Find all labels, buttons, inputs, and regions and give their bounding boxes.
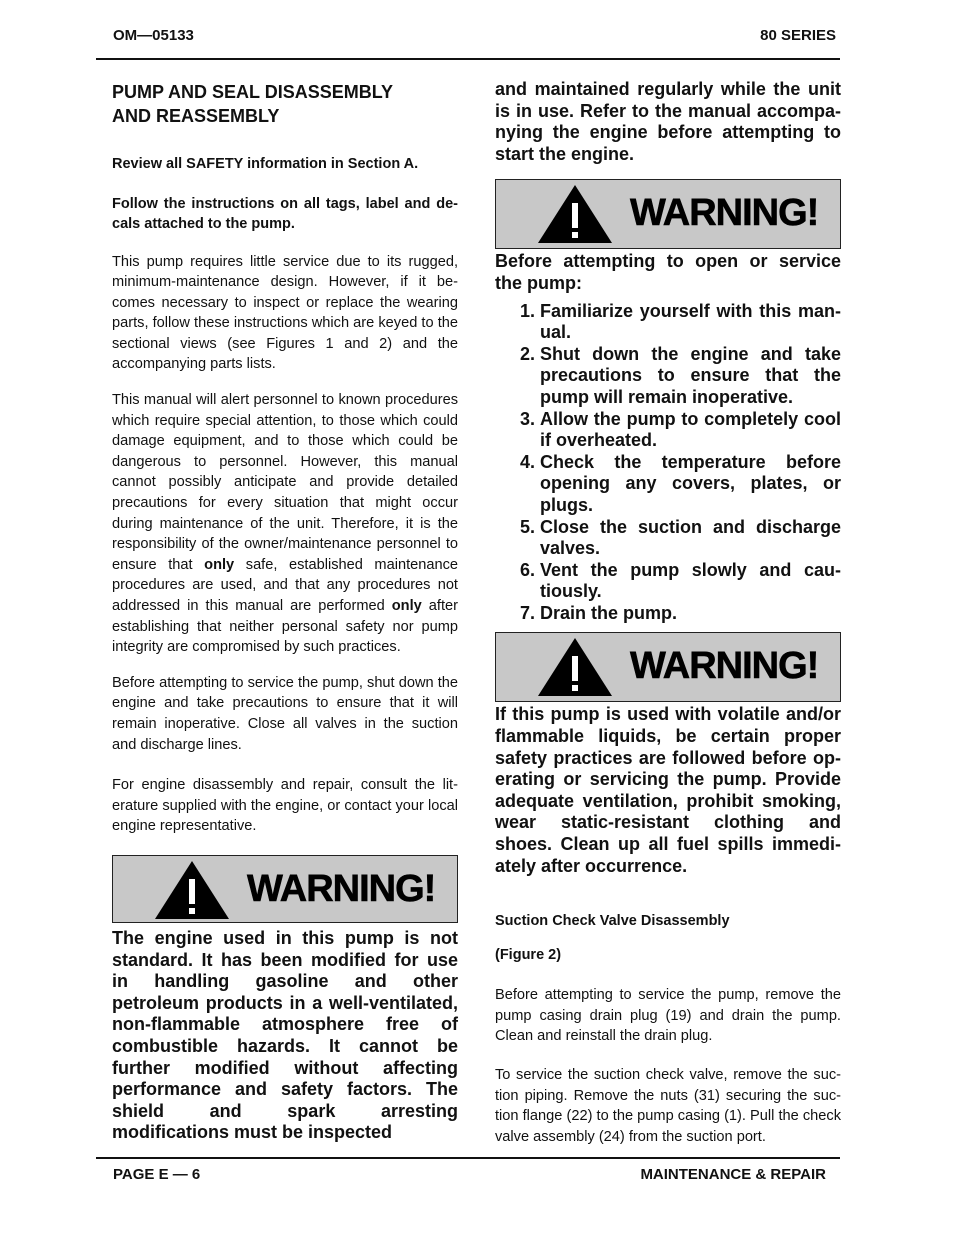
- figure-reference: (Figure 2): [495, 946, 562, 963]
- engine-warning-text: The engine used in this pump is not standard. It has been modified for use in handling gasoline and other petroleum products in a well-ventilated, non-flammable atmosphere free of combustible hazards. It cannot be further modified without affecting performance and safety factors. The shield and spark arresting modifications must be inspected: [112, 927, 458, 1143]
- para2-part-b: safe, established maintenance procedures are used, and that any procedures not addressed in this manual are performed: [112, 556, 459, 614]
- document-number: OM—05133: [113, 27, 194, 44]
- section-name: MAINTENANCE & REPAIR: [640, 1166, 826, 1183]
- list-item: 3. Allow the pump to completely cool if overheated.: [540, 409, 841, 452]
- list-item: 2. Shut down the engine and take precautions to ensure that the pump will remain inoperative.: [540, 344, 841, 409]
- warning-label: WARNING!: [630, 645, 819, 688]
- section-title-line2: AND REASSEMBLY: [112, 106, 280, 126]
- check-valve-paragraph: To service the suction check valve, remove the suction piping. Remove the nuts (31) securing the suction flange (22) to the pump casing (1). Pull the check valve assembly (24) from the suction port.: [495, 1067, 841, 1145]
- list-item: 1. Familiarize yourself with this manual.: [540, 301, 841, 344]
- drain-paragraph: Before attempting to service the pump, remove the pump casing drain plug (19) and drain the pump. Clean and reinstall the drain plug.: [495, 987, 841, 1045]
- subsection-title: Suction Check Valve Disassembly: [495, 913, 730, 930]
- follow-instructions-note: Follow the instructions on all tags, label and decals attached to the pump.: [112, 195, 458, 232]
- para2-part-a: This manual will alert personnel to known procedures which require special attention, to those which could damage equipment, and to those which could be dangerous to personnel. However, this manual cannot possibly anticipate and provide detailed precautions for every situation that might occur during maintenance of the unit. Therefore, it is the responsibility of the owner/maintenance personnel to ensure that: [112, 392, 458, 573]
- list-item: 5. Close the suction and discharge valves.: [540, 517, 841, 560]
- emphasis-only-1: only: [204, 556, 235, 573]
- warning-label: WARNING!: [630, 192, 819, 235]
- section-title-line1: PUMP AND SEAL DISASSEMBLY: [112, 82, 394, 102]
- page-number: PAGE E — 6: [113, 1166, 201, 1183]
- header-rule: [96, 58, 840, 60]
- volatile-liquids-warning: If this pump is used with volatile and/or flammable liquids, be certain proper safety practices are followed before operating or servicing the pump. Provide adequate ventilation, prohibit smoking, wear static-resistant clothing and shoes. Clean up all fuel spills immediately after occurrence.: [495, 704, 841, 876]
- warning-box-engine: [112, 855, 458, 923]
- list-item: 4. Check the temperature before opening any covers, plates, or plugs.: [540, 452, 841, 517]
- warning-label: WARNING!: [247, 867, 436, 910]
- footer-rule: [96, 1157, 840, 1159]
- warning-box-service: [495, 179, 841, 249]
- list-item: 6. Vent the pump slowly and cautiously.: [540, 560, 841, 603]
- safety-review-note: Review all SAFETY information in Section A.: [112, 156, 419, 172]
- section-title: [112, 80, 458, 128]
- engine-repair-paragraph: For engine disassembly and repair, consult the literature supplied with the engine, or contact your local engine representative.: [112, 777, 458, 835]
- series-label: 80 SERIES: [760, 27, 836, 44]
- list-item: 7. Drain the pump.: [540, 603, 841, 625]
- warning-triangle-icon: [536, 183, 614, 245]
- emphasis-only-2: only: [391, 598, 422, 614]
- warning-box-volatile: [495, 632, 841, 702]
- para2-part-c: after establishing that neither personal safety nor pump integrity are compromised by such practices.: [112, 598, 458, 656]
- responsibility-paragraph: [112, 390, 458, 658]
- right-column: [495, 79, 841, 1162]
- warning-triangle-icon: [153, 859, 231, 921]
- warning-triangle-icon: [536, 636, 614, 698]
- before-service-intro: Before attempting to open or service the pump:: [495, 251, 841, 293]
- service-steps-list: [495, 301, 841, 625]
- left-column: [112, 80, 458, 1144]
- continued-warning-text: and maintained regularly while the unit is in use. Refer to the manual accompanying the engine before attempting to start the engine.: [495, 79, 841, 164]
- intro-paragraph: This pump requires little service due to its rugged, minimum-maintenance design. However, if it becomes necessary to inspect or replace the wearing parts, follow these instructions which are keyed to the sectional views (see Figures 1 and 2) and the accompanying parts lists.: [112, 253, 458, 373]
- shutdown-paragraph: Before attempting to service the pump, shut down the engine and take precautions to ensure that it will remain inoperative. Close all valves in the suction and discharge lines.: [112, 674, 458, 753]
